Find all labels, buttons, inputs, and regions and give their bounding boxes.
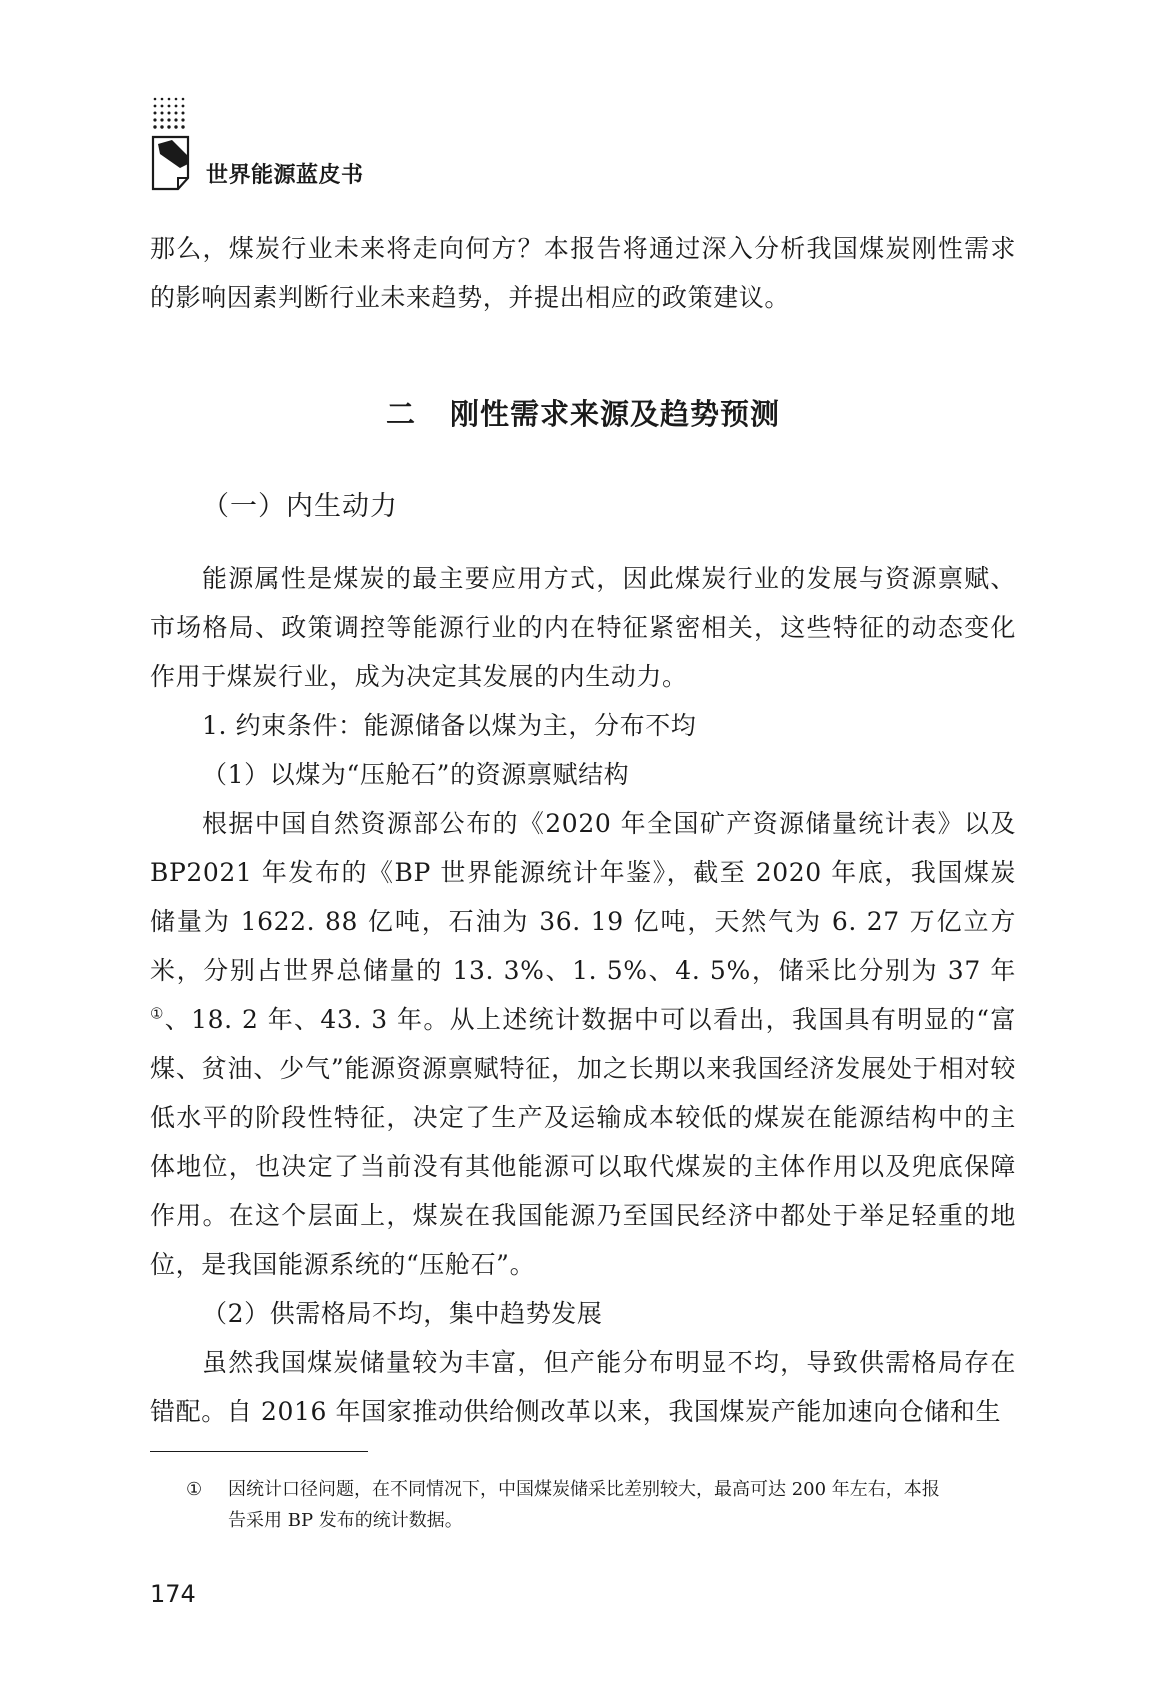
paragraph-reserves <box>150 799 1016 1289</box>
dot-grid-decoration <box>152 96 186 130</box>
heading-ballast-stone: （1）以煤为“压舱石”的资源禀赋结构 <box>202 760 630 789</box>
section-number: 二 <box>385 397 416 431</box>
footnote-mark: ① <box>186 1479 203 1500</box>
footnote <box>186 1474 1016 1536</box>
intro-block <box>150 224 1016 322</box>
paragraph-endogenous: 能源属性是煤炭的最主要应用方式，因此煤炭行业的发展与资源禀赋、市场格局、政策调控等能源行业的内在特征紧密相关，这些特征的动态变化作用于煤炭行业，成为决定其发展的内生动力。 <box>150 564 1016 691</box>
series-title: 世界能源蓝皮书 <box>206 163 364 188</box>
paragraph-reserves-part2: 、18. 2 年、43. 3 年。从上述统计数据中可以看出，我国具有明显的“富煤、贫油、少气”能源资源禀赋特征，加之长期以来我国经济发展处于相对较低水平的阶段性特征，决定了生产及运输成本较低的煤炭在能源结构中的主体地位，也决定了当前没有其他能源可以取代煤炭的主体作用以及兜底保障作用。在这个层面上，煤炭在我国能源乃至国民经济中都处于举足轻重的地位，是我国能源系统的“压舱石”。 <box>150 1005 1016 1279</box>
intro-paragraph: 那么，煤炭行业未来将走向何方？本报告将通过深入分析我国煤炭刚性需求的影响因素判断行业未来趋势，并提出相应的政策建议。 <box>150 234 1016 312</box>
book-corner-icon <box>150 134 194 192</box>
page-number: 174 <box>150 1580 196 1608</box>
subsection-title: （一）内生动力 <box>202 491 398 522</box>
main-body <box>150 554 1016 1436</box>
paragraph-capacity: 虽然我国煤炭储量较为丰富，但产能分布明显不均，导致供需格局存在错配。自 2016 年国家推动供给侧改革以来，我国煤炭产能加速向仓储和生 <box>150 1348 1016 1426</box>
section-heading: 刚性需求来源及趋势预测 <box>450 397 781 431</box>
heading-supply-demand: （2）供需格局不均，集中趋势发展 <box>202 1299 603 1328</box>
paragraph-reserves-part1: 根据中国自然资源部公布的《2020 年全国矿产资源储量统计表》以及 BP2021 年发布的《BP 世界能源统计年鉴》，截至 2020 年底，我国煤炭储量为 1622. 88 亿吨，石油为 36. 19 亿吨，天然气为 6. 27 万亿立方米，分别占世界总储量的 13. 3%、1. 5%、4. 5%，储采比分别为 37 年 <box>150 809 1016 985</box>
footnote-divider <box>150 1451 368 1452</box>
heading-constraints: 1. 约束条件：能源储备以煤为主，分布不均 <box>202 711 697 740</box>
footnote-text-1: 因统计口径问题，在不同情况下，中国煤炭储采比差别较大，最高可达 200 年左右，本报 <box>228 1479 940 1500</box>
footnote-ref[interactable]: ① <box>150 1004 165 1023</box>
section-title <box>0 392 1166 433</box>
footnote-line-1 <box>186 1474 1016 1505</box>
running-header <box>150 96 550 196</box>
footnote-line-2: 告采用 BP 发布的统计数据。 <box>228 1510 463 1531</box>
